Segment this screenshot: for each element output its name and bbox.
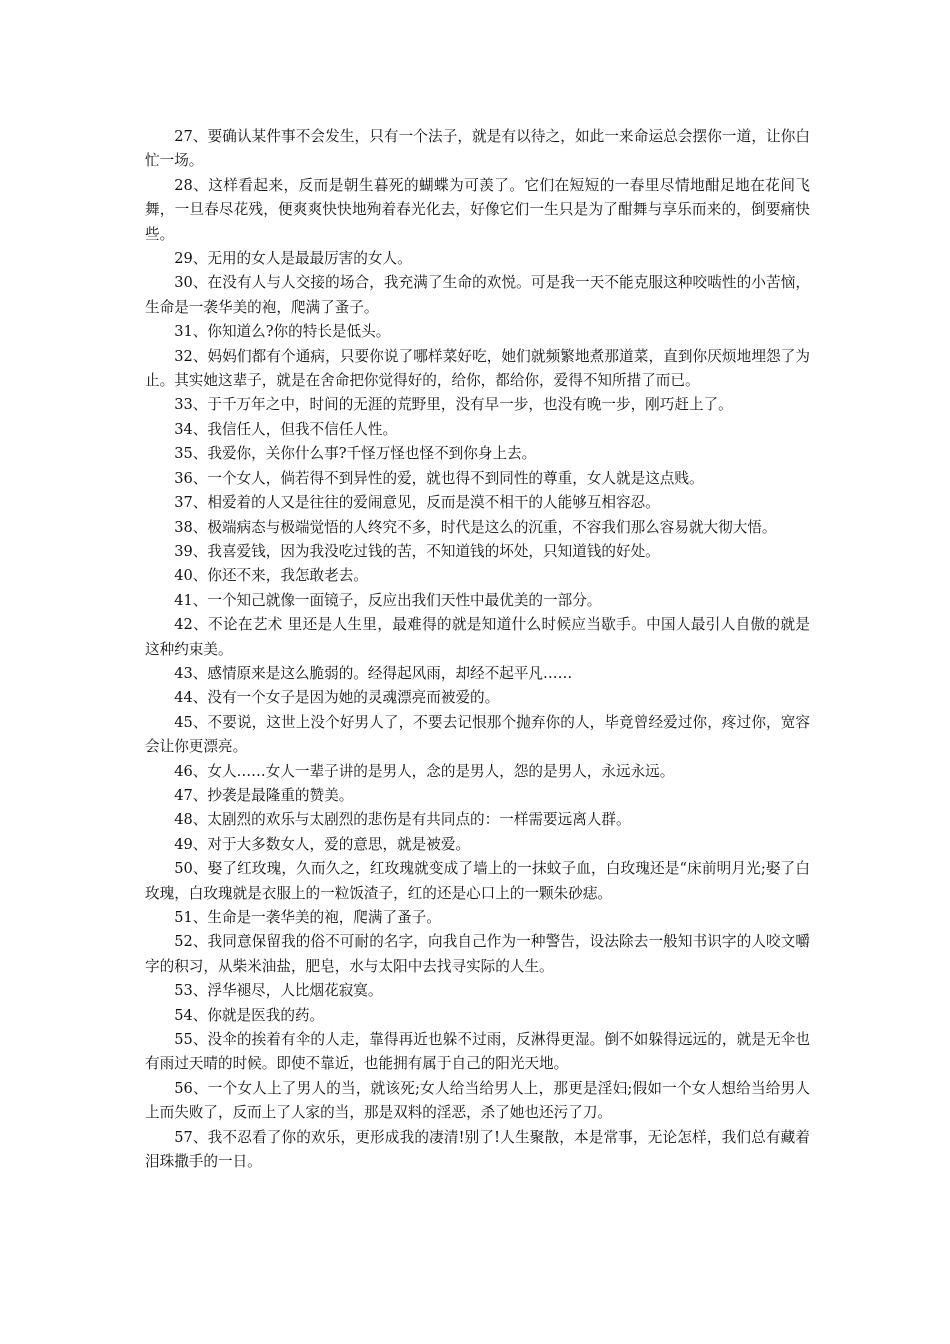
quote-30: 30、在没有人与人交接的场合，我充满了生命的欢悦。可是我一天不能克服这种咬啮性的小苦恼，生命是一袭华美的袍，爬满了蚤子。 — [145, 274, 810, 316]
quote-46: 46、女人……女人一辈子讲的是男人，念的是男人，怨的是男人，永远永远。 — [174, 762, 675, 780]
quote-32: 32、妈妈们都有个通病，只要你说了哪样菜好吃，她们就频繁地煮那道菜，直到你厌烦地埋怨了为止。其实她这辈子，就是在舍命把你觉得好的，给你，都给你，爱得不知所措了而已。 — [145, 347, 810, 390]
quote-51: 51、生命是一袭华美的袍，爬满了蚤子。 — [174, 909, 441, 926]
quote-45: 45、不要说，这世上没个好男人了，不要去记恨那个抛弃你的人，毕竟曾经爱过你，疼过你，宽容会让你更漂亮。 — [145, 713, 810, 756]
quote-39: 39、我喜爱钱，因为我没吃过钱的苦，不知道钱的坏处，只知道钱的好处。 — [174, 542, 660, 560]
quote-42: 42、不论在艺术 里还是人生里，最难得的就是知道什么时候应当歇手。中国人最引人自傲的就是这种约束美。 — [145, 616, 810, 658]
quote-38: 38、极端病态与极端觉悟的人终究不多，时代是这么的沉重，不容我们那么容易就大彻大悟。 — [174, 518, 777, 536]
quote-35: 35、我爱你，关你什么事?千怪万怪也怪不到你身上去。 — [174, 445, 537, 463]
quote-34: 34、我信任人，但我不信任人性。 — [174, 420, 398, 438]
quote-44: 44、没有一个女子是因为她的灵魂漂亮而被爱的。 — [174, 689, 500, 707]
quote-31: 31、你知道么?你的特长是低头。 — [174, 323, 391, 341]
quote-40: 40、你还不来，我怎敢老去。 — [174, 567, 368, 585]
document-page — [145, 125, 810, 1174]
quote-55: 55、没伞的挨着有伞的人走，靠得再近也躲不过雨，反淋得更湿。倒不如躲得远远的，就是无伞也有雨过天晴的时候。即使不靠近，也能拥有属于自己的阳光天地。 — [145, 1031, 810, 1073]
quote-47: 47、抄袭是最隆重的赞美。 — [174, 786, 354, 804]
quote-41: 41、一个知己就像一面镜子，反应出我们天性中最优美的一部分。 — [174, 591, 602, 609]
quote-50: 50、娶了红玫瑰，久而久之，红玫瑰就变成了墙上的一抹蚊子血，白玫瑰还是“床前明月光;娶了白玫瑰，白玫瑰就是衣服上的一粒饭渣子，红的还是心口上的一颗朱砂痣。 — [145, 860, 810, 902]
quote-54: 54、你就是医我的药。 — [174, 1006, 325, 1024]
quote-33: 33、于千万年之中，时间的无涯的荒野里，没有早一步，也没有晚一步，刚巧赶上了。 — [174, 396, 733, 414]
quote-37: 37、相爱着的人又是往往的爱闹意见，反而是漠不相干的人能够互相容忍。 — [174, 494, 660, 512]
quote-28: 28、这样看起来，反而是朝生暮死的蝴蝶为可羡了。它们在短短的一春里尽情地酣足地在花间飞舞，一旦春尽花残，便爽爽快快地殉着春光化去，好像它们一生只是为了酣舞与享乐而来的，倒要痛快些。 — [145, 176, 810, 243]
quote-57: 57、我不忍看了你的欢乐，更形成我的凄清!别了!人生聚散，本是常事，无论怎样，我们总有藏着泪珠撒手的一日。 — [145, 1128, 810, 1171]
quote-53: 53、浮华褪尽，人比烟花寂寞。 — [174, 982, 383, 1000]
quote-56: 56、一个女人上了男人的当，就该死;女人给当给男人上，那更是淫妇;假如一个女人想给当给男人上而失败了，反而上了人家的当，那是双料的淫恶，杀了她也还污了刀。 — [145, 1079, 810, 1122]
quote-52: 52、我同意保留我的俗不可耐的名字，向我自己作为一种警告，设法除去一般知书识字的人咬文嚼字的积习，从柴米油盐，肥皂，水与太阳中去找寻实际的人生。 — [145, 933, 810, 975]
quote-27: 27、要确认某件事不会发生，只有一个法子，就是有以待之，如此一来命运总会摆你一道，让你白忙一场。 — [145, 128, 810, 170]
quote-36: 36、一个女人，倘若得不到异性的爱，就也得不到同性的尊重，女人就是这点贱。 — [174, 469, 704, 487]
quote-43: 43、感情原来是这么脆弱的。经得起风雨，却经不起平凡…… — [174, 664, 573, 682]
quote-48: 48、太剧烈的欢乐与太剧烈的悲伤是有共同点的：一样需要远离人群。 — [174, 811, 631, 829]
quote-29: 29、无用的女人是最最厉害的女人。 — [174, 250, 412, 268]
quote-49: 49、对于大多数女人，爱的意思，就是被爱。 — [174, 835, 471, 853]
